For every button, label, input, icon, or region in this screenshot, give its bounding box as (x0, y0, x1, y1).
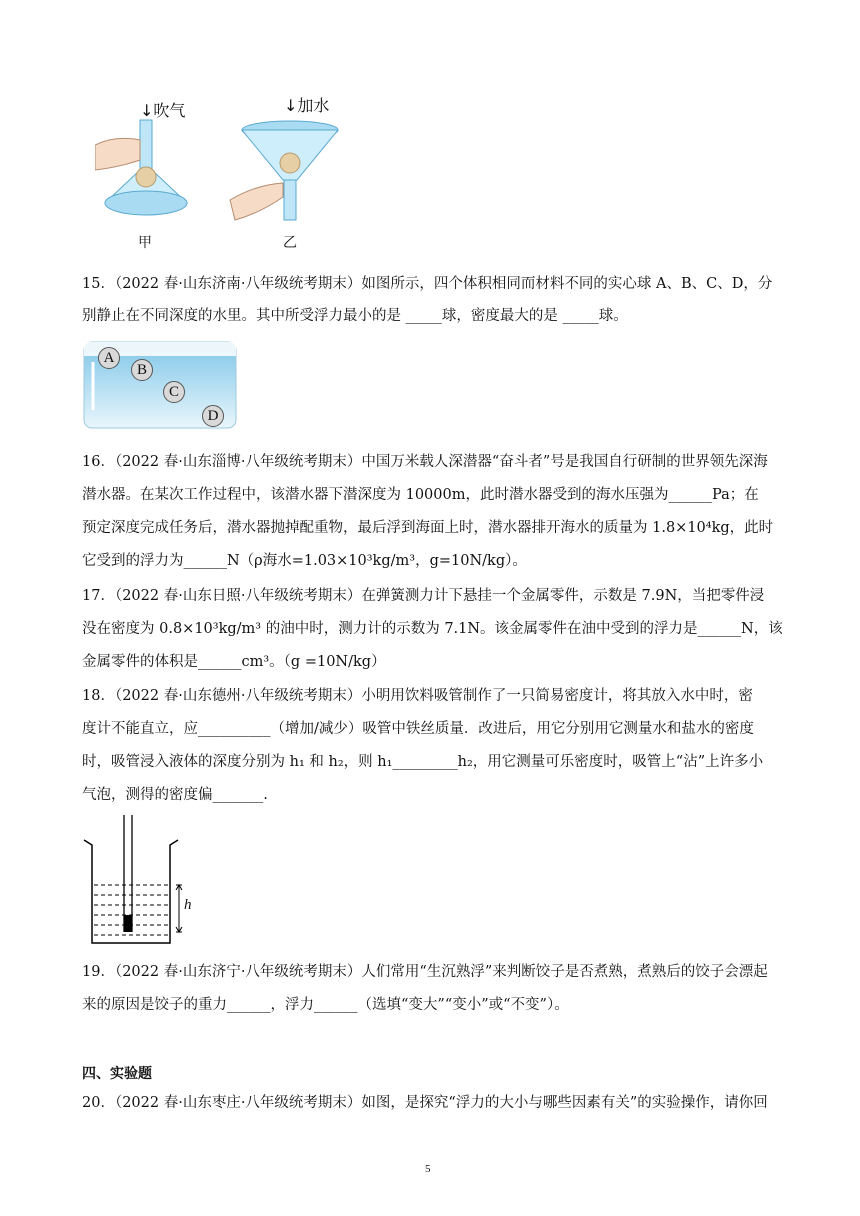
caption-yi: 乙 (283, 235, 297, 251)
q16-line4: 它受到的浮力为______N（ρ海水=1.03×10³kg/m³，g=10N/kg）。 (82, 553, 527, 569)
q19-line1: 19．（2022 春·山东济宁·八年级统考期末）人们常用“生沉熟浮”来判断饺子是否煮熟，煮熟后的饺子会漂起 (82, 964, 768, 980)
page-number: 5 (425, 1163, 431, 1175)
beaker-figure (82, 815, 202, 950)
q18-line1: 18．（2022 春·山东德州·八年级统考期末）小明用饮料吸管制作了一只简易密度计，将其放入水中时，密 (82, 688, 753, 704)
q17-line2: 没在密度为 0.8×10³kg/m³ 的油中时，测力计的示数为 7.1N。该金属零件在油中受到的浮力是______N，该 (82, 621, 783, 637)
arrow-water-label (284, 93, 329, 116)
q18-line2: 度计不能直立，应__________（增加/减少）吸管中铁丝质量．改进后，用它分别用它测量水和盐水的密度 (82, 721, 754, 737)
q17-line3: 金属零件的体积是______cm³。（g =10N/kg） (82, 654, 386, 670)
add-water-label: 加水 (297, 96, 330, 115)
ball-b: B (131, 359, 153, 381)
down-arrow-icon: ↓ (140, 101, 154, 120)
ball-c: C (163, 381, 185, 403)
blow-label: 吹气 (153, 101, 186, 120)
q16-line2: 潜水器。在某次工作过程中，该潜水器下潜深度为 10000m，此时潜水器受到的海水压强为______Pa；在 (82, 487, 759, 503)
ball-a: A (98, 347, 120, 369)
q18-line3: 时，吸管浸入液体的深度分别为 h₁ 和 h₂，则 h₁_________h₂，用它测量可乐密度时，吸管上“沾”上许多小 (82, 754, 764, 770)
q19-line2: 来的原因是饺子的重力______，浮力______（选填“变大”“变小”或“不变”）。 (82, 997, 569, 1013)
section-heading: 四、实验题 (82, 1066, 152, 1082)
ball-d: D (202, 405, 224, 427)
q15-line1: 15．（2022 春·山东济南·八年级统考期末）如图所示，四个体积相同而材料不同的实心球 A、B、C、D，分 (82, 276, 773, 292)
q17-line1: 17．（2022 春·山东日照·八年级统考期末）在弹簧测力计下悬挂一个金属零件，示数是 7.9N，当把零件浸 (82, 588, 765, 604)
h-label: h (184, 897, 192, 913)
down-arrow-icon: ↓ (284, 96, 298, 115)
q15-line2: 别静止在不同深度的水里。其中所受浮力最小的是 _____球，密度最大的是 _____球。 (82, 308, 628, 324)
arrow-blow-label (140, 98, 185, 121)
q16-line1: 16．（2022 春·山东淄博·八年级统考期末）中国万米载人深潜器“奋斗者”号是我国自行研制的世界领先深海 (82, 454, 768, 470)
q20-line1: 20．（2022 春·山东枣庄·八年级统考期末）如图，是探究“浮力的大小与哪些因素有关”的实验操作，请你回 (82, 1095, 768, 1111)
q18-line4: 气泡，测得的密度偏_______. (82, 787, 268, 803)
q16-line3: 预定深度完成任务后，潜水器抛掉配重物，最后浮到海面上时，潜水器排开海水的质量为 1.8×10⁴kg，此时 (82, 520, 774, 536)
caption-jia: 甲 (138, 235, 152, 251)
